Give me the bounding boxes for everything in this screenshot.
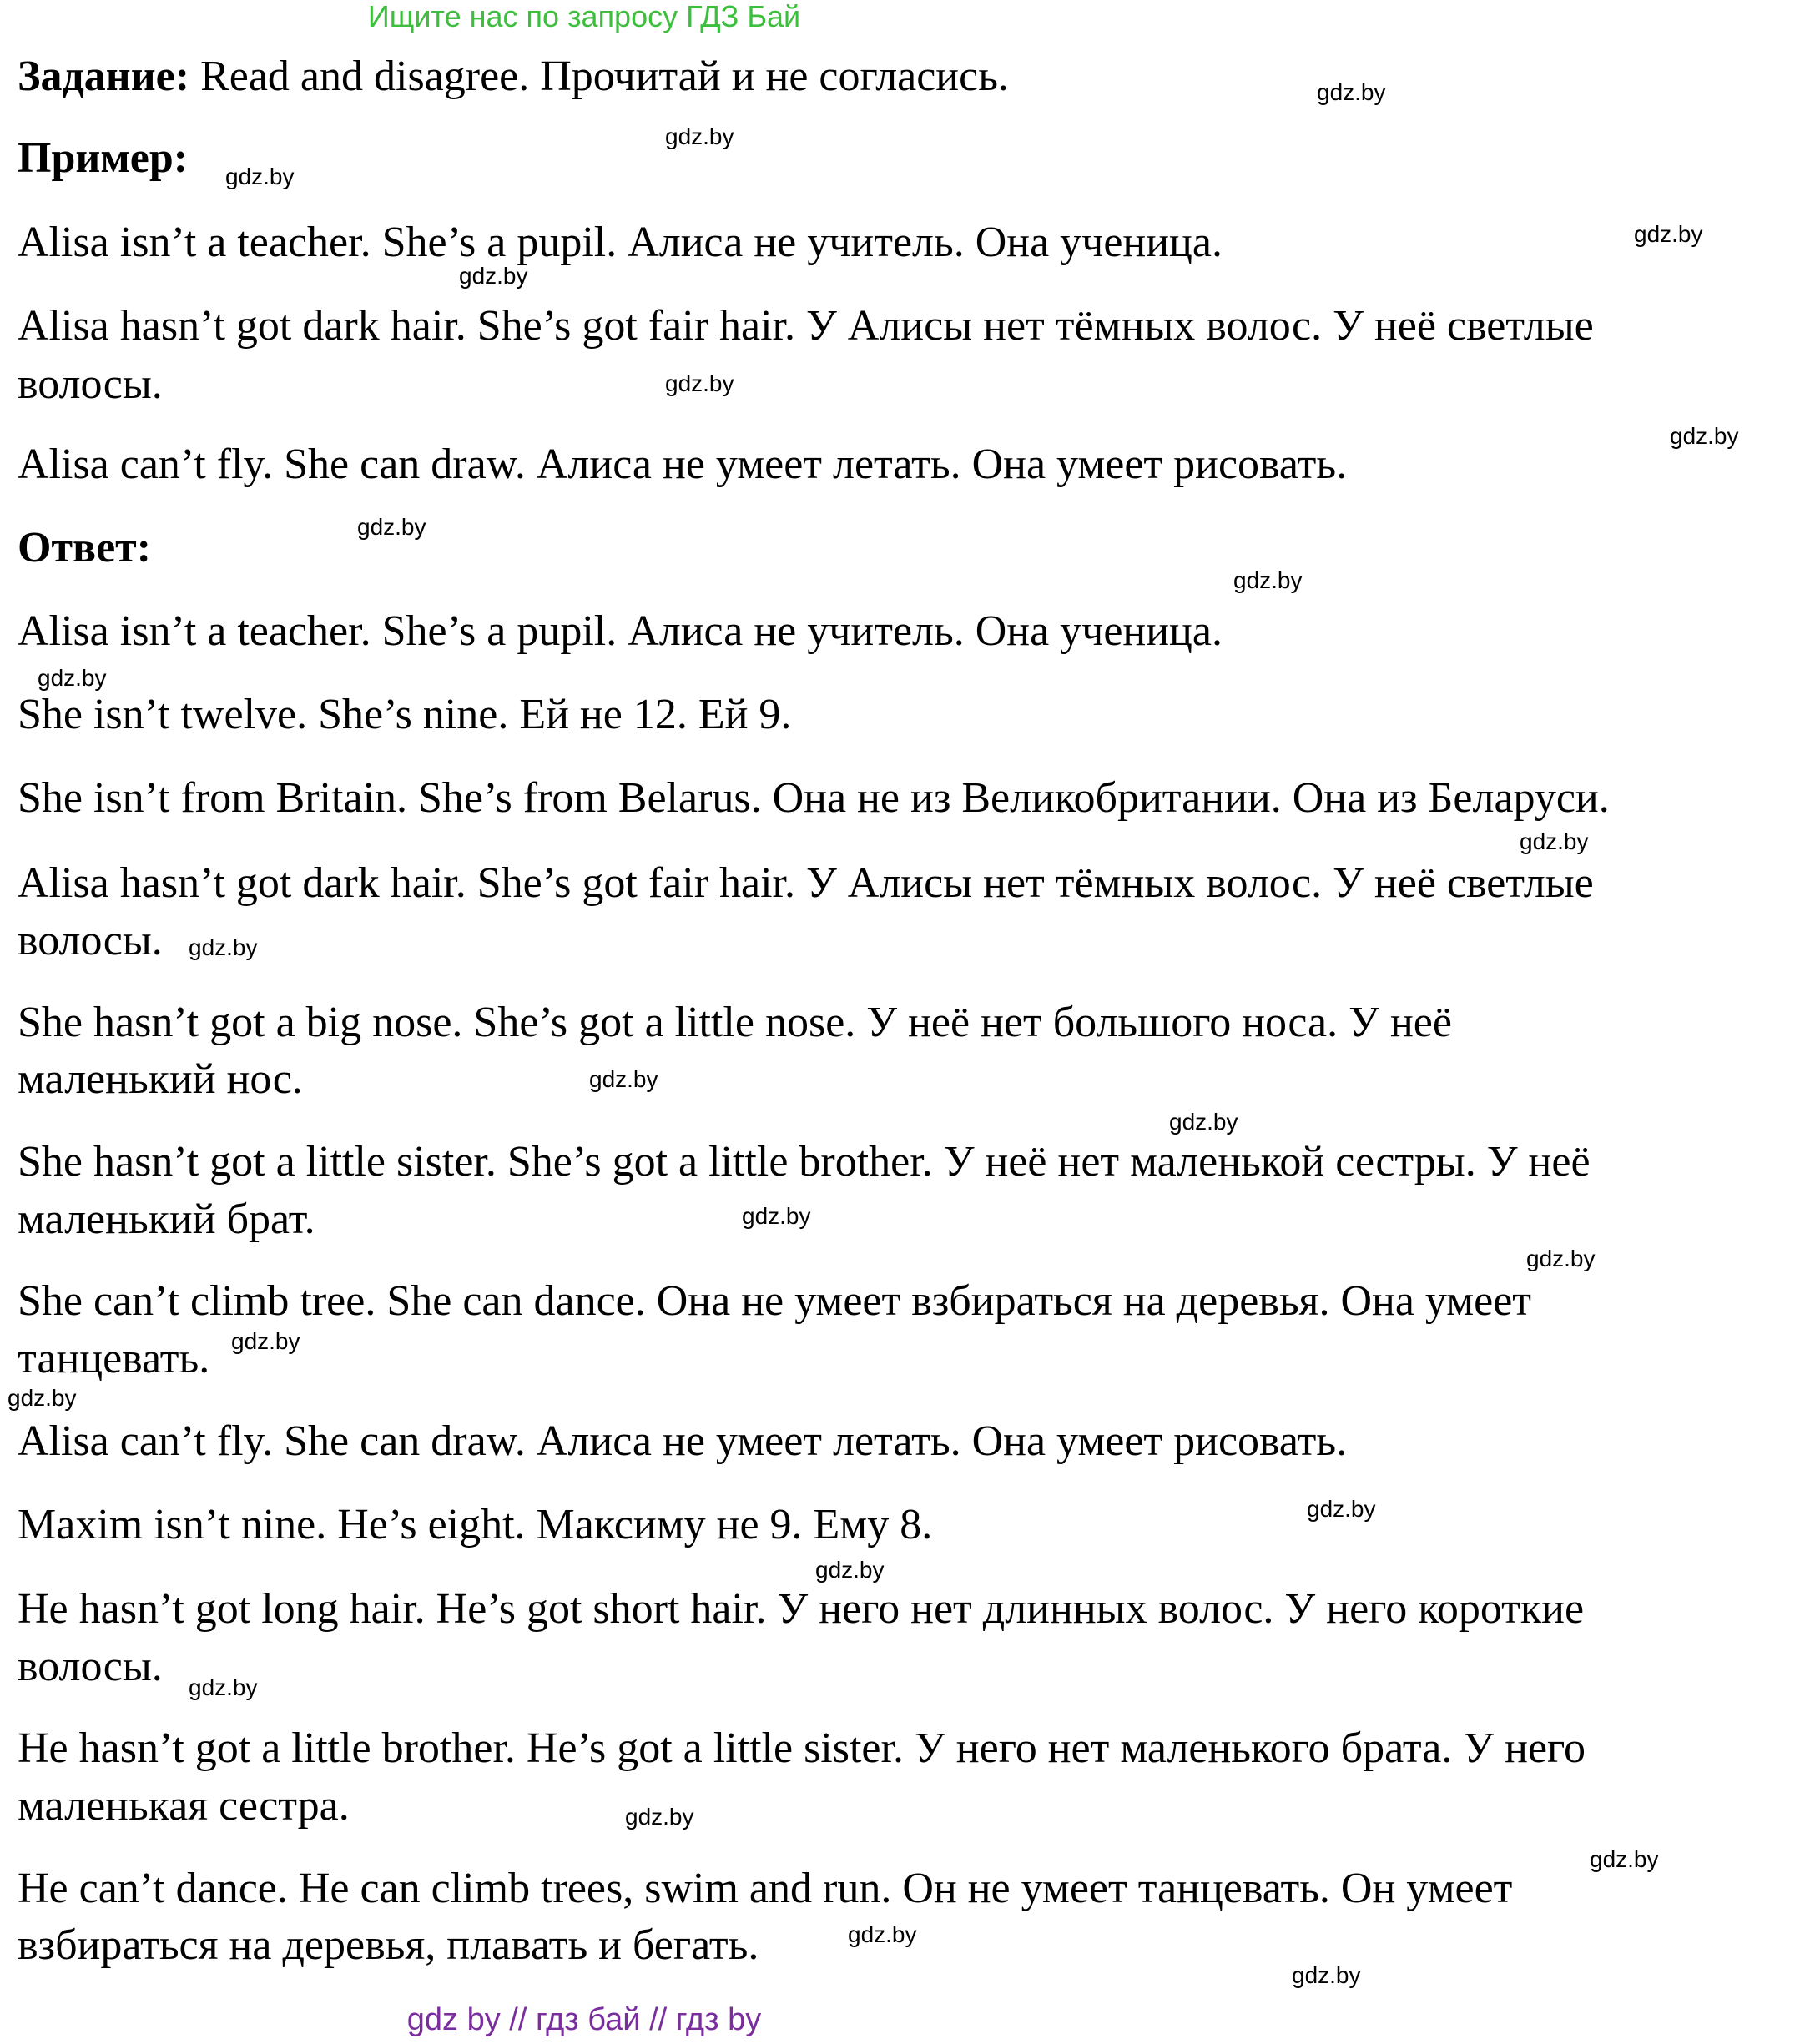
watermark: gdz.by — [357, 514, 426, 540]
example-line: Alisa can’t fly. She can draw. Алиса не умеет летать. Она умеет рисовать. — [18, 441, 1348, 488]
watermark: gdz.by — [1317, 79, 1386, 105]
watermark: gdz.by — [665, 370, 734, 396]
footer-separator: // — [509, 2002, 527, 2037]
answer-line: She isn’t twelve. She’s nine. Ей не 12. Ей 9. — [18, 691, 792, 738]
footer-links — [0, 2002, 1168, 2038]
watermark: gdz.by — [38, 665, 107, 691]
footer-link[interactable]: гдз бай — [535, 2002, 641, 2037]
answer-line: She can’t climb tree. She can dance. Она не умеет взбираться на деревья. Она умеет — [18, 1277, 1532, 1325]
answer-line: Alisa hasn’t got dark hair. She’s got fair hair. У Алисы нет тёмных волос. У неё светлые — [18, 859, 1594, 907]
answer-line: She hasn’t got a big nose. She’s got a little nose. У неё нет большого носа. У неё — [18, 999, 1452, 1046]
watermark: gdz.by — [8, 1385, 77, 1411]
watermark: gdz.by — [625, 1804, 694, 1830]
watermark: gdz.by — [1169, 1109, 1238, 1135]
watermark: gdz.by — [1307, 1496, 1376, 1522]
example-heading: Пример: — [18, 134, 189, 182]
footer-link[interactable]: гдз by — [675, 2002, 762, 2037]
watermark: gdz.by — [1233, 567, 1303, 593]
footer-link[interactable]: gdz by — [406, 2002, 501, 2037]
example-line: Alisa isn’t a teacher. She’s a pupil. Алиса не учитель. Она ученица. — [18, 219, 1223, 266]
watermark: gdz.by — [1526, 1246, 1596, 1271]
answer-line: Alisa isn’t a teacher. She’s a pupil. Алиса не учитель. Она ученица. — [18, 607, 1223, 655]
watermark: gdz.by — [815, 1557, 885, 1583]
watermark: gdz.by — [459, 263, 528, 289]
example-line: волосы. — [18, 360, 163, 408]
watermark: gdz.by — [189, 1674, 258, 1700]
watermark: gdz.by — [665, 123, 734, 149]
task-text: Read and disagree. Прочитай и не согласись. — [200, 53, 1009, 100]
watermark: gdz.by — [1520, 828, 1589, 854]
answer-line: маленькая сестра. — [18, 1782, 350, 1830]
answer-line: волосы. — [18, 917, 163, 964]
answer-line: танцевать. — [18, 1335, 210, 1382]
answer-line: маленький брат. — [18, 1196, 315, 1243]
answer-line: He can’t dance. He can climb trees, swim and run. Он не умеет танцевать. Он умеет — [18, 1865, 1513, 1912]
watermark: gdz.by — [1670, 423, 1739, 449]
answer-line: маленький нос. — [18, 1055, 303, 1103]
answer-line: He hasn’t got a little brother. He’s got a little sister. У него нет маленького брата. У него — [18, 1724, 1586, 1772]
answer-line: She hasn’t got a little sister. She’s got a little brother. У неё нет маленькой сестры. У неё — [18, 1138, 1591, 1186]
task-label: Задание: — [18, 53, 190, 100]
watermark: gdz.by — [1292, 1962, 1361, 1988]
top-banner: Ищите нас по запросу ГДЗ Бай — [367, 0, 801, 33]
answer-line: взбираться на деревья, плавать и бегать. — [18, 1921, 759, 1969]
watermark: gdz.by — [1634, 221, 1703, 247]
watermark: gdz.by — [231, 1328, 300, 1354]
footer-separator: // — [649, 2002, 668, 2037]
answer-line: She isn’t from Britain. She’s from Belarus. Она не из Великобритании. Она из Беларуси. — [18, 774, 1610, 822]
watermark: gdz.by — [189, 934, 258, 960]
watermark: gdz.by — [742, 1203, 811, 1229]
watermark: gdz.by — [589, 1066, 658, 1092]
example-line: Alisa hasn’t got dark hair. She’s got fair hair. У Алисы нет тёмных волос. У неё светлые — [18, 302, 1594, 350]
answer-line: Alisa can’t fly. She can draw. Алиса не умеет летать. Она умеет рисовать. — [18, 1417, 1348, 1465]
watermark: gdz.by — [225, 164, 295, 189]
answer-line: He hasn’t got long hair. He’s got short hair. У него нет длинных волос. У него короткие — [18, 1585, 1585, 1633]
watermark: gdz.by — [1590, 1846, 1659, 1872]
task-line — [18, 48, 1009, 105]
answer-line: Maxim isn’t nine. He’s eight. Максиму не 9. Ему 8. — [18, 1501, 933, 1548]
watermark: gdz.by — [848, 1921, 917, 1947]
answer-heading: Ответ: — [18, 524, 152, 571]
answer-line: волосы. — [18, 1643, 163, 1690]
